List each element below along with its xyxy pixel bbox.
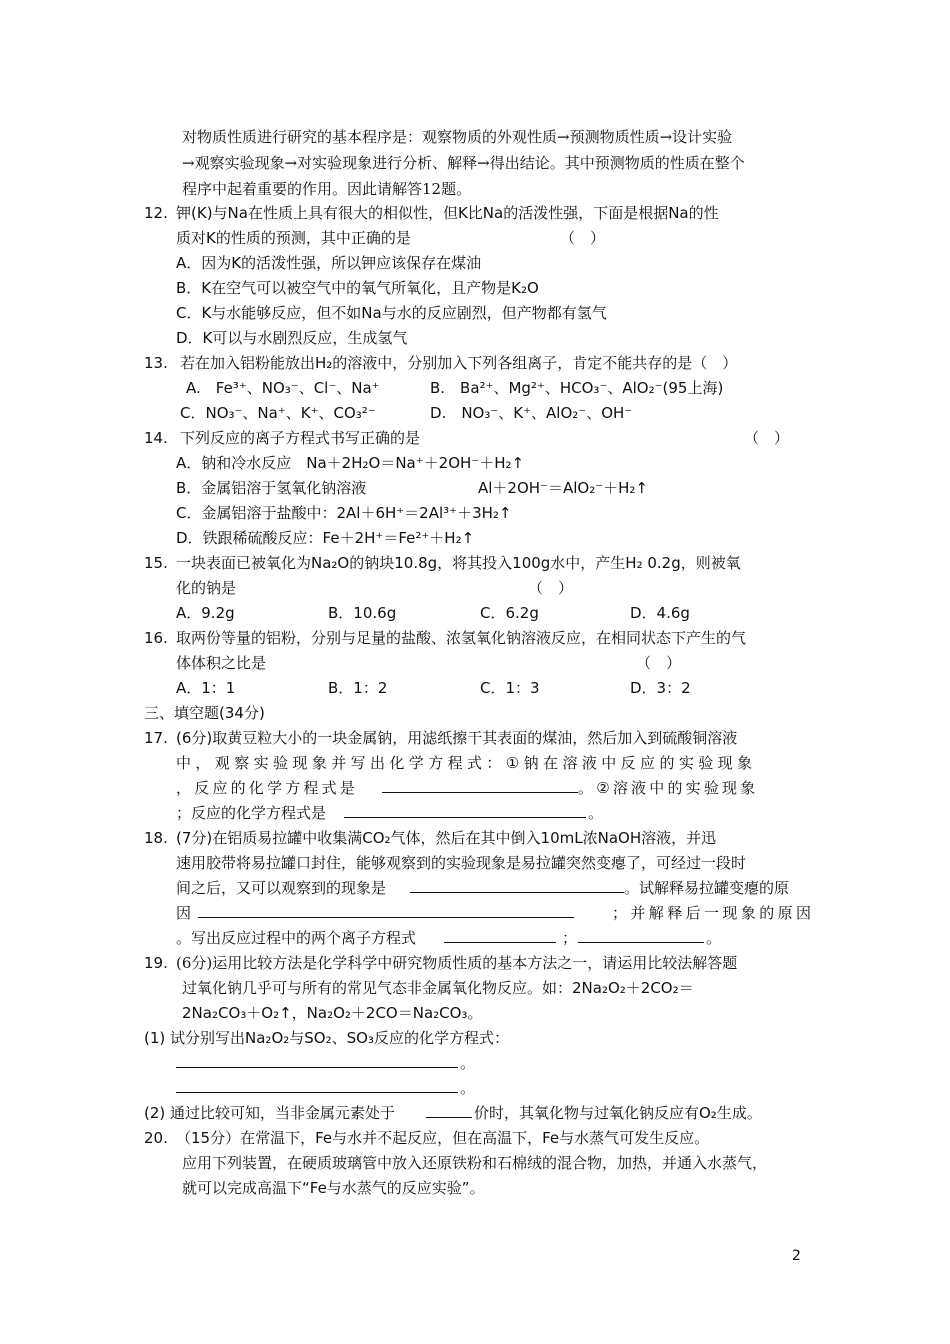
q13-option-b: B. Ba²⁺、Mg²⁺、HCO₃⁻、AlO₂⁻(95上海) xyxy=(430,379,724,397)
intro-line-2: →观察实验现象→对实验现象进行分析、解释→得出结论。其中预测物质的性质在整个 xyxy=(182,154,745,172)
q18-stem-3b: 。试解释易拉罐变瘪的原 xyxy=(624,879,790,897)
q13-stem: 若在加入铝粉能放出H₂的溶液中，分别加入下列各组离子，肯定不能共存的是（ ） xyxy=(180,354,738,372)
q19-blank-valence[interactable] xyxy=(426,1102,472,1124)
q12-number: 12. xyxy=(144,204,168,222)
q12-option-b: B．K在空气可以被空气中的氧气所氧化，且产物是K₂O xyxy=(176,279,539,297)
q14-option-a: A．钠和冷水反应 Na＋2H₂O＝Na⁺＋2OH⁻＋H₂↑ xyxy=(176,454,525,472)
q20-stem-1: （15分）在常温下，Fe与水并不起反应，但在高温下，Fe与水蒸气可发生反应。 xyxy=(176,1129,710,1147)
q17-number: 17. xyxy=(144,729,168,747)
q13-option-a: A. Fe³⁺、NO₃⁻、Cl⁻、Na⁺ xyxy=(186,379,380,397)
q17-blank-equation-2[interactable] xyxy=(344,802,586,824)
q20-stem-2: 应用下列装置，在硬质玻璃管中放入还原铁粉和石棉绒的混合物，加热，并通入水蒸气， xyxy=(182,1154,768,1172)
q19-blank-so2-equation[interactable] xyxy=(176,1052,458,1074)
q19-part-1: (1) 试分别写出Na₂O₂与SO₂、SO₃反应的化学方程式： xyxy=(144,1029,509,1047)
q14-option-c: C．金属铝溶于盐酸中：2Al＋6H⁺＝2Al³⁺＋3H₂↑ xyxy=(176,504,512,522)
q19-blank-so3-equation[interactable] xyxy=(176,1077,458,1099)
q13-option-d: D. NO₃⁻、K⁺、AlO₂⁻、OH⁻ xyxy=(430,404,633,422)
q14-option-b-equation: Al＋2OH⁻＝AlO₂⁻＋H₂↑ xyxy=(478,479,649,497)
q18-blank-reason-1[interactable] xyxy=(198,902,574,924)
q16-answer-bracket: （ ） xyxy=(636,654,682,672)
q17-stem-4b: 。 xyxy=(588,804,604,822)
intro-line-1: 对物质性质进行研究的基本程序是：观察物质的外观性质→预测物质性质→设计实验 xyxy=(182,128,733,146)
q19-blank-1-end: 。 xyxy=(460,1054,476,1072)
q17-stem-1: (6分)取黄豆粒大小的一块金属钠，用滤纸擦干其表面的煤油，然后加入到硫酸铜溶液 xyxy=(176,729,738,747)
q17-stem-4a: ；反应的化学方程式是 xyxy=(176,804,327,822)
q18-blank-ion-equation-1[interactable] xyxy=(444,927,556,949)
q18-stem-1: (7分)在铝质易拉罐中收集满CO₂气体，然后在其中倒入10mL浓NaOH溶液，并迅 xyxy=(176,829,717,847)
page-number: 2 xyxy=(792,1248,801,1264)
q18-stem-5c: 。 xyxy=(706,929,722,947)
q15-option-d: D．4.6g xyxy=(630,604,690,622)
q18-number: 18. xyxy=(144,829,168,847)
q13-number: 13. xyxy=(144,354,168,372)
q12-option-a: A．因为K的活泼性强，所以钾应该保存在煤油 xyxy=(176,254,482,272)
q16-option-d: D．3：2 xyxy=(630,679,691,697)
q20-number: 20. xyxy=(144,1129,168,1147)
q15-option-a: A．9.2g xyxy=(176,604,235,622)
q14-stem: 下列反应的离子方程式书写正确的是 xyxy=(180,429,421,447)
q17-blank-equation-1[interactable] xyxy=(382,777,578,799)
q18-blank-ion-equation-2[interactable] xyxy=(578,927,704,949)
q19-blank-2-end: 。 xyxy=(460,1079,476,1097)
q12-option-d: D．K可以与水剧烈反应，生成氢气 xyxy=(176,329,408,347)
q18-stem-4b: ；并解释后一现象的原因 xyxy=(612,904,815,922)
q18-stem-4a: 因 xyxy=(176,904,192,922)
q19-number: 19. xyxy=(144,954,168,972)
q15-option-b: B．10.6g xyxy=(328,604,397,622)
q13-option-c: C．NO₃⁻、Na⁺、K⁺、CO₃²⁻ xyxy=(180,404,376,422)
q17-stem-2: 中，观察实验现象并写出化学方程式：①钠在溶液中反应的实验现象 xyxy=(176,754,757,772)
q19-stem-2: 过氧化钠几乎可与所有的常见气态非金属氧化物反应。如：2Na₂O₂＋2CO₂＝ xyxy=(182,979,694,997)
q20-stem-3: 就可以完成高温下“Fe与水蒸气的反应实验”。 xyxy=(182,1179,485,1197)
q14-number: 14. xyxy=(144,429,168,447)
q17-stem-3a: ，反应的化学方程式是 xyxy=(176,779,359,797)
q18-stem-5a: 。写出反应过程中的两个离子方程式 xyxy=(176,929,417,947)
q15-answer-bracket: （ ） xyxy=(528,579,574,597)
q15-number: 15. xyxy=(144,554,168,572)
q14-option-d: D．铁跟稀硫酸反应：Fe＋2H⁺＝Fe²⁺＋H₂↑ xyxy=(176,529,475,547)
q12-answer-bracket: （ ） xyxy=(560,229,606,247)
q16-stem-2: 体体积之比是 xyxy=(176,654,267,672)
intro-line-3: 程序中起着重要的作用。因此请解答12题。 xyxy=(182,180,472,198)
q18-stem-5b: ； xyxy=(562,929,578,947)
section-heading: 三、填空题(34分) xyxy=(144,704,265,722)
q19-part-2b: 价时，其氧化物与过氧化钠反应有O₂生成。 xyxy=(474,1104,762,1122)
q16-option-c: C．1：3 xyxy=(480,679,540,697)
q12-option-c: C．K与水能够反应，但不如Na与水的反应剧烈，但产物都有氢气 xyxy=(176,304,607,322)
q16-option-b: B．1：2 xyxy=(328,679,388,697)
q15-stem-1: 一块表面已被氧化为Na₂O的钠块10.8g，将其投入100g水中，产生H₂ 0.2g，则被氧 xyxy=(176,554,741,572)
q12-stem-1: 钾(K)与Na在性质上具有很大的相似性，但K比Na的活泼性强，下面是根据Na的性 xyxy=(176,204,719,222)
q12-stem-2: 质对K的性质的预测，其中正确的是 xyxy=(176,229,411,247)
q15-stem-2: 化的钠是 xyxy=(176,579,237,597)
q16-option-a: A．1：1 xyxy=(176,679,236,697)
q14-answer-bracket: （ ） xyxy=(744,429,790,447)
q19-stem-1: (6分)运用比较方法是化学科学中研究物质性质的基本方法之一，请运用比较法解答题 xyxy=(176,954,738,972)
q18-blank-phenomenon[interactable] xyxy=(410,877,624,899)
q18-stem-3a: 间之后，又可以观察到的现象是 xyxy=(176,879,387,897)
q19-stem-3: 2Na₂CO₃＋O₂↑，Na₂O₂＋2CO＝Na₂CO₃。 xyxy=(182,1004,483,1022)
q14-option-b-label: B．金属铝溶于氢氧化钠溶液 xyxy=(176,479,367,497)
q19-part-2a: (2) 通过比较可知，当非金属元素处于 xyxy=(144,1104,396,1122)
q17-stem-3b: 。②溶液中的实验现象 xyxy=(578,779,759,797)
q15-option-c: C．6.2g xyxy=(480,604,539,622)
q16-stem-1: 取两份等量的铝粉，分别与足量的盐酸、浓氢氧化钠溶液反应，在相同状态下产生的气 xyxy=(176,629,747,647)
q16-number: 16. xyxy=(144,629,168,647)
q18-stem-2: 速用胶带将易拉罐口封住，能够观察到的实验现象是易拉罐突然变瘪了，可经过一段时 xyxy=(176,854,747,872)
